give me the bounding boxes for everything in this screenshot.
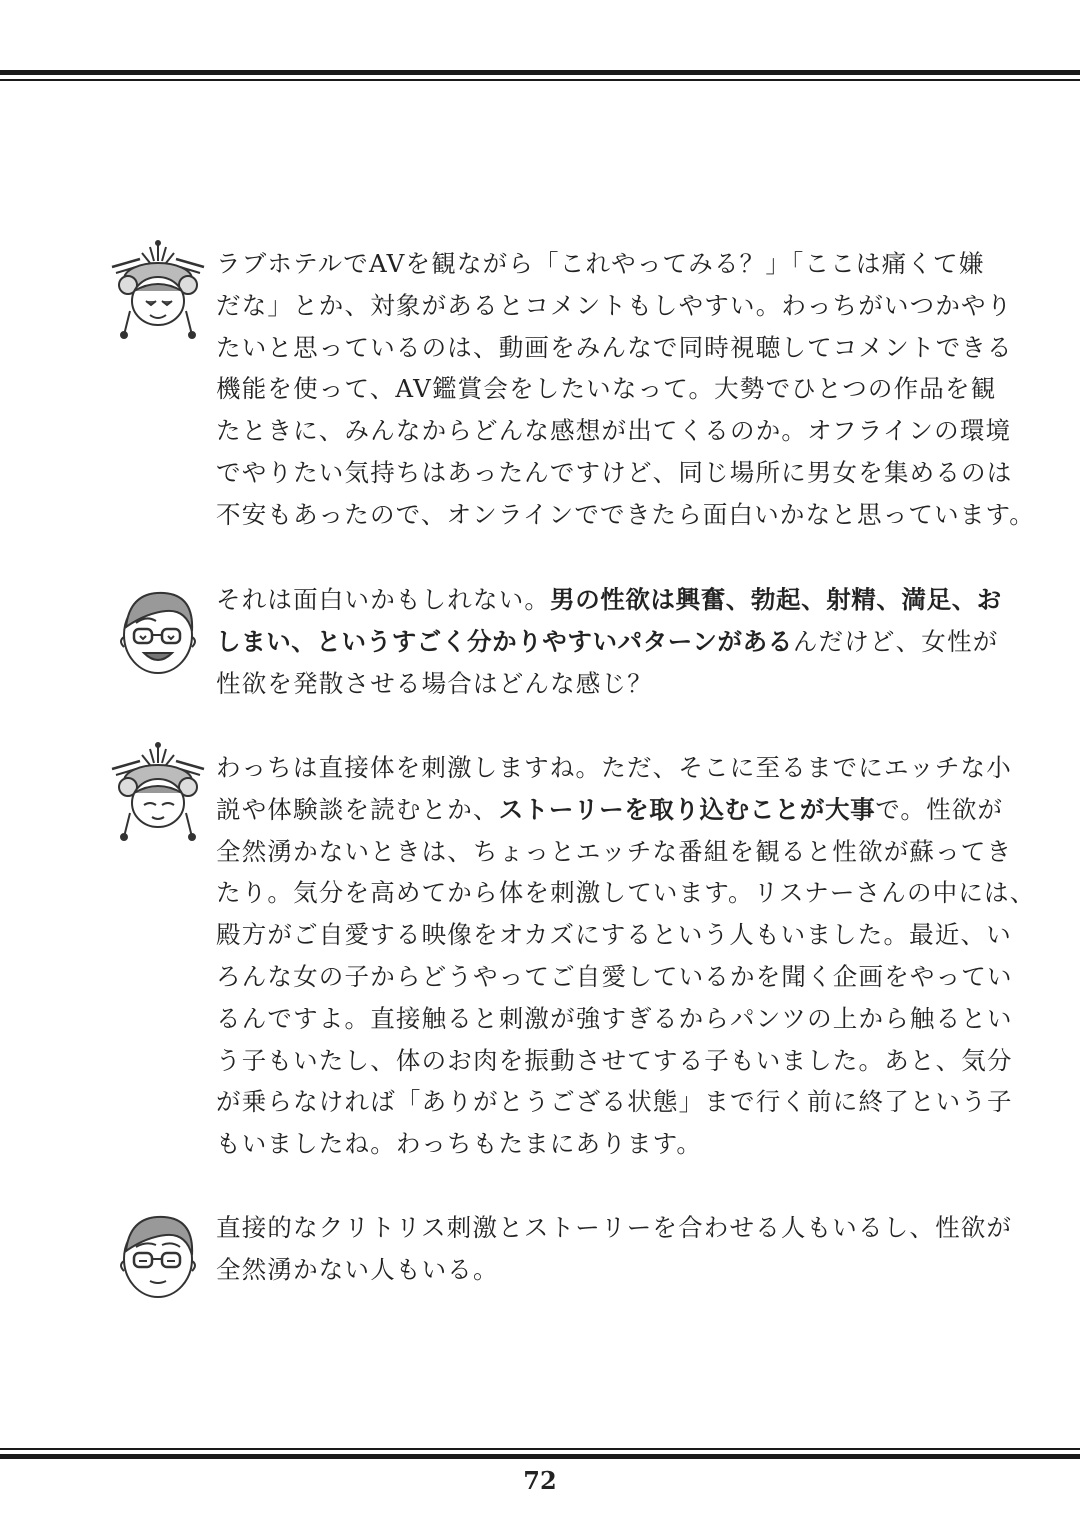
top-double-rule bbox=[0, 70, 1080, 81]
text-run: もいましたね。わっちもたまにあります。 bbox=[216, 1129, 703, 1159]
text-line bbox=[216, 621, 999, 663]
text-run: ろんな女の子からどうやってご自愛しているかを聞く企画をやってい bbox=[216, 961, 1013, 991]
dialogue-text bbox=[216, 243, 1035, 536]
text-line bbox=[216, 1249, 956, 1291]
bottom-double-rule bbox=[0, 1448, 1080, 1459]
text-line bbox=[216, 663, 956, 705]
text-run: るんですよ。直接触ると刺激が強すぎるからパンツの上から触るとい bbox=[216, 1003, 1013, 1033]
hostess-avatar-icon bbox=[106, 239, 210, 343]
man-glasses-avatar-icon bbox=[106, 579, 210, 683]
text-run: たいと思っているのは、動画をみんなで同時視聴してコメントできる bbox=[216, 332, 1013, 362]
text-line bbox=[216, 789, 1004, 831]
hostess-avatar-icon bbox=[106, 741, 210, 845]
text-run: 直接的なクリトリス刺激とストーリーを合わせる人もいるし、性欲が bbox=[216, 1213, 1013, 1242]
dialogue-text bbox=[216, 747, 1036, 1165]
text-run: だな」とか、対象があるとコメントもしやすい。わっちがいつかやり bbox=[216, 290, 1013, 320]
text-line bbox=[216, 1081, 1013, 1123]
text-line bbox=[216, 998, 1013, 1040]
page-number: 72 bbox=[523, 1466, 557, 1495]
dialogue-text bbox=[216, 1207, 1013, 1291]
text-line bbox=[216, 452, 1013, 494]
text-run: わっちは直接体を刺激しますね。ただ、そこに至るまでにエッチな小 bbox=[216, 753, 1012, 782]
text-line bbox=[216, 1207, 1013, 1249]
text-run: それは面白いかもしれない。 bbox=[216, 585, 551, 614]
text-run: 機能を使って、AV鑑賞会をしたいなって。大勢でひとつの作品を観 bbox=[216, 374, 997, 404]
text-line bbox=[216, 579, 1002, 621]
text-run: が乗らなければ「ありがとうござる状態」まで行く前に終了という子 bbox=[216, 1087, 1013, 1117]
text-run: たり。気分を高めてから体を刺激しています。リスナーさんの中には、 bbox=[216, 878, 1036, 908]
text-line bbox=[216, 368, 997, 410]
man-glasses-avatar-icon bbox=[106, 1203, 210, 1307]
text-line bbox=[216, 831, 1013, 873]
text-line bbox=[216, 410, 1012, 452]
emphasis-text: ストーリーを取り込むことが大事 bbox=[498, 794, 876, 824]
text-line bbox=[216, 914, 1012, 956]
text-line bbox=[216, 494, 1035, 536]
text-line bbox=[216, 872, 1036, 914]
text-run: で。性欲が bbox=[875, 794, 1004, 824]
text-run: ラブホテルでAVを観ながら「これやってみる？」「ここは痛くて嫌 bbox=[216, 249, 985, 278]
text-run: 全然湧かない人もいる。 bbox=[216, 1254, 499, 1284]
dialogue-text bbox=[216, 579, 1002, 704]
text-line bbox=[216, 285, 1013, 327]
text-run: んだけど、女性が bbox=[792, 626, 999, 656]
text-run: たときに、みんなからどんな感想が出てくるのか。オフラインの環境 bbox=[216, 416, 1012, 446]
text-run: 殿方がご自愛する映像をオカズにするという人もいました。最近、い bbox=[216, 920, 1012, 950]
text-run: でやりたい気持ちはあったんですけど、同じ場所に男女を集めるのは bbox=[216, 457, 1013, 487]
text-line bbox=[216, 327, 1013, 369]
text-line bbox=[216, 1040, 1013, 1082]
text-line bbox=[216, 243, 985, 285]
text-run: 全然湧かないときは、ちょっとエッチな番組を観ると性欲が蘇ってき bbox=[216, 836, 1013, 866]
text-run: う子もいたし、体のお肉を振動させてする子もいました。あと、気分 bbox=[216, 1045, 1013, 1075]
text-line bbox=[216, 747, 1012, 789]
text-run: 性欲を発散させる場合はどんな感じ？ bbox=[216, 668, 653, 698]
text-line bbox=[216, 1123, 956, 1165]
text-run: 説や体験談を読むとか、 bbox=[216, 794, 499, 824]
emphasis-text: しまい、というすごく分かりやすいパターンがある bbox=[216, 626, 793, 656]
text-run: 不安もあったので、オンラインでできたら面白いかなと思っています。 bbox=[216, 499, 1035, 529]
emphasis-text: 男の性欲は興奮、勃起、射精、満足、お bbox=[550, 585, 1002, 614]
text-line bbox=[216, 956, 1013, 998]
